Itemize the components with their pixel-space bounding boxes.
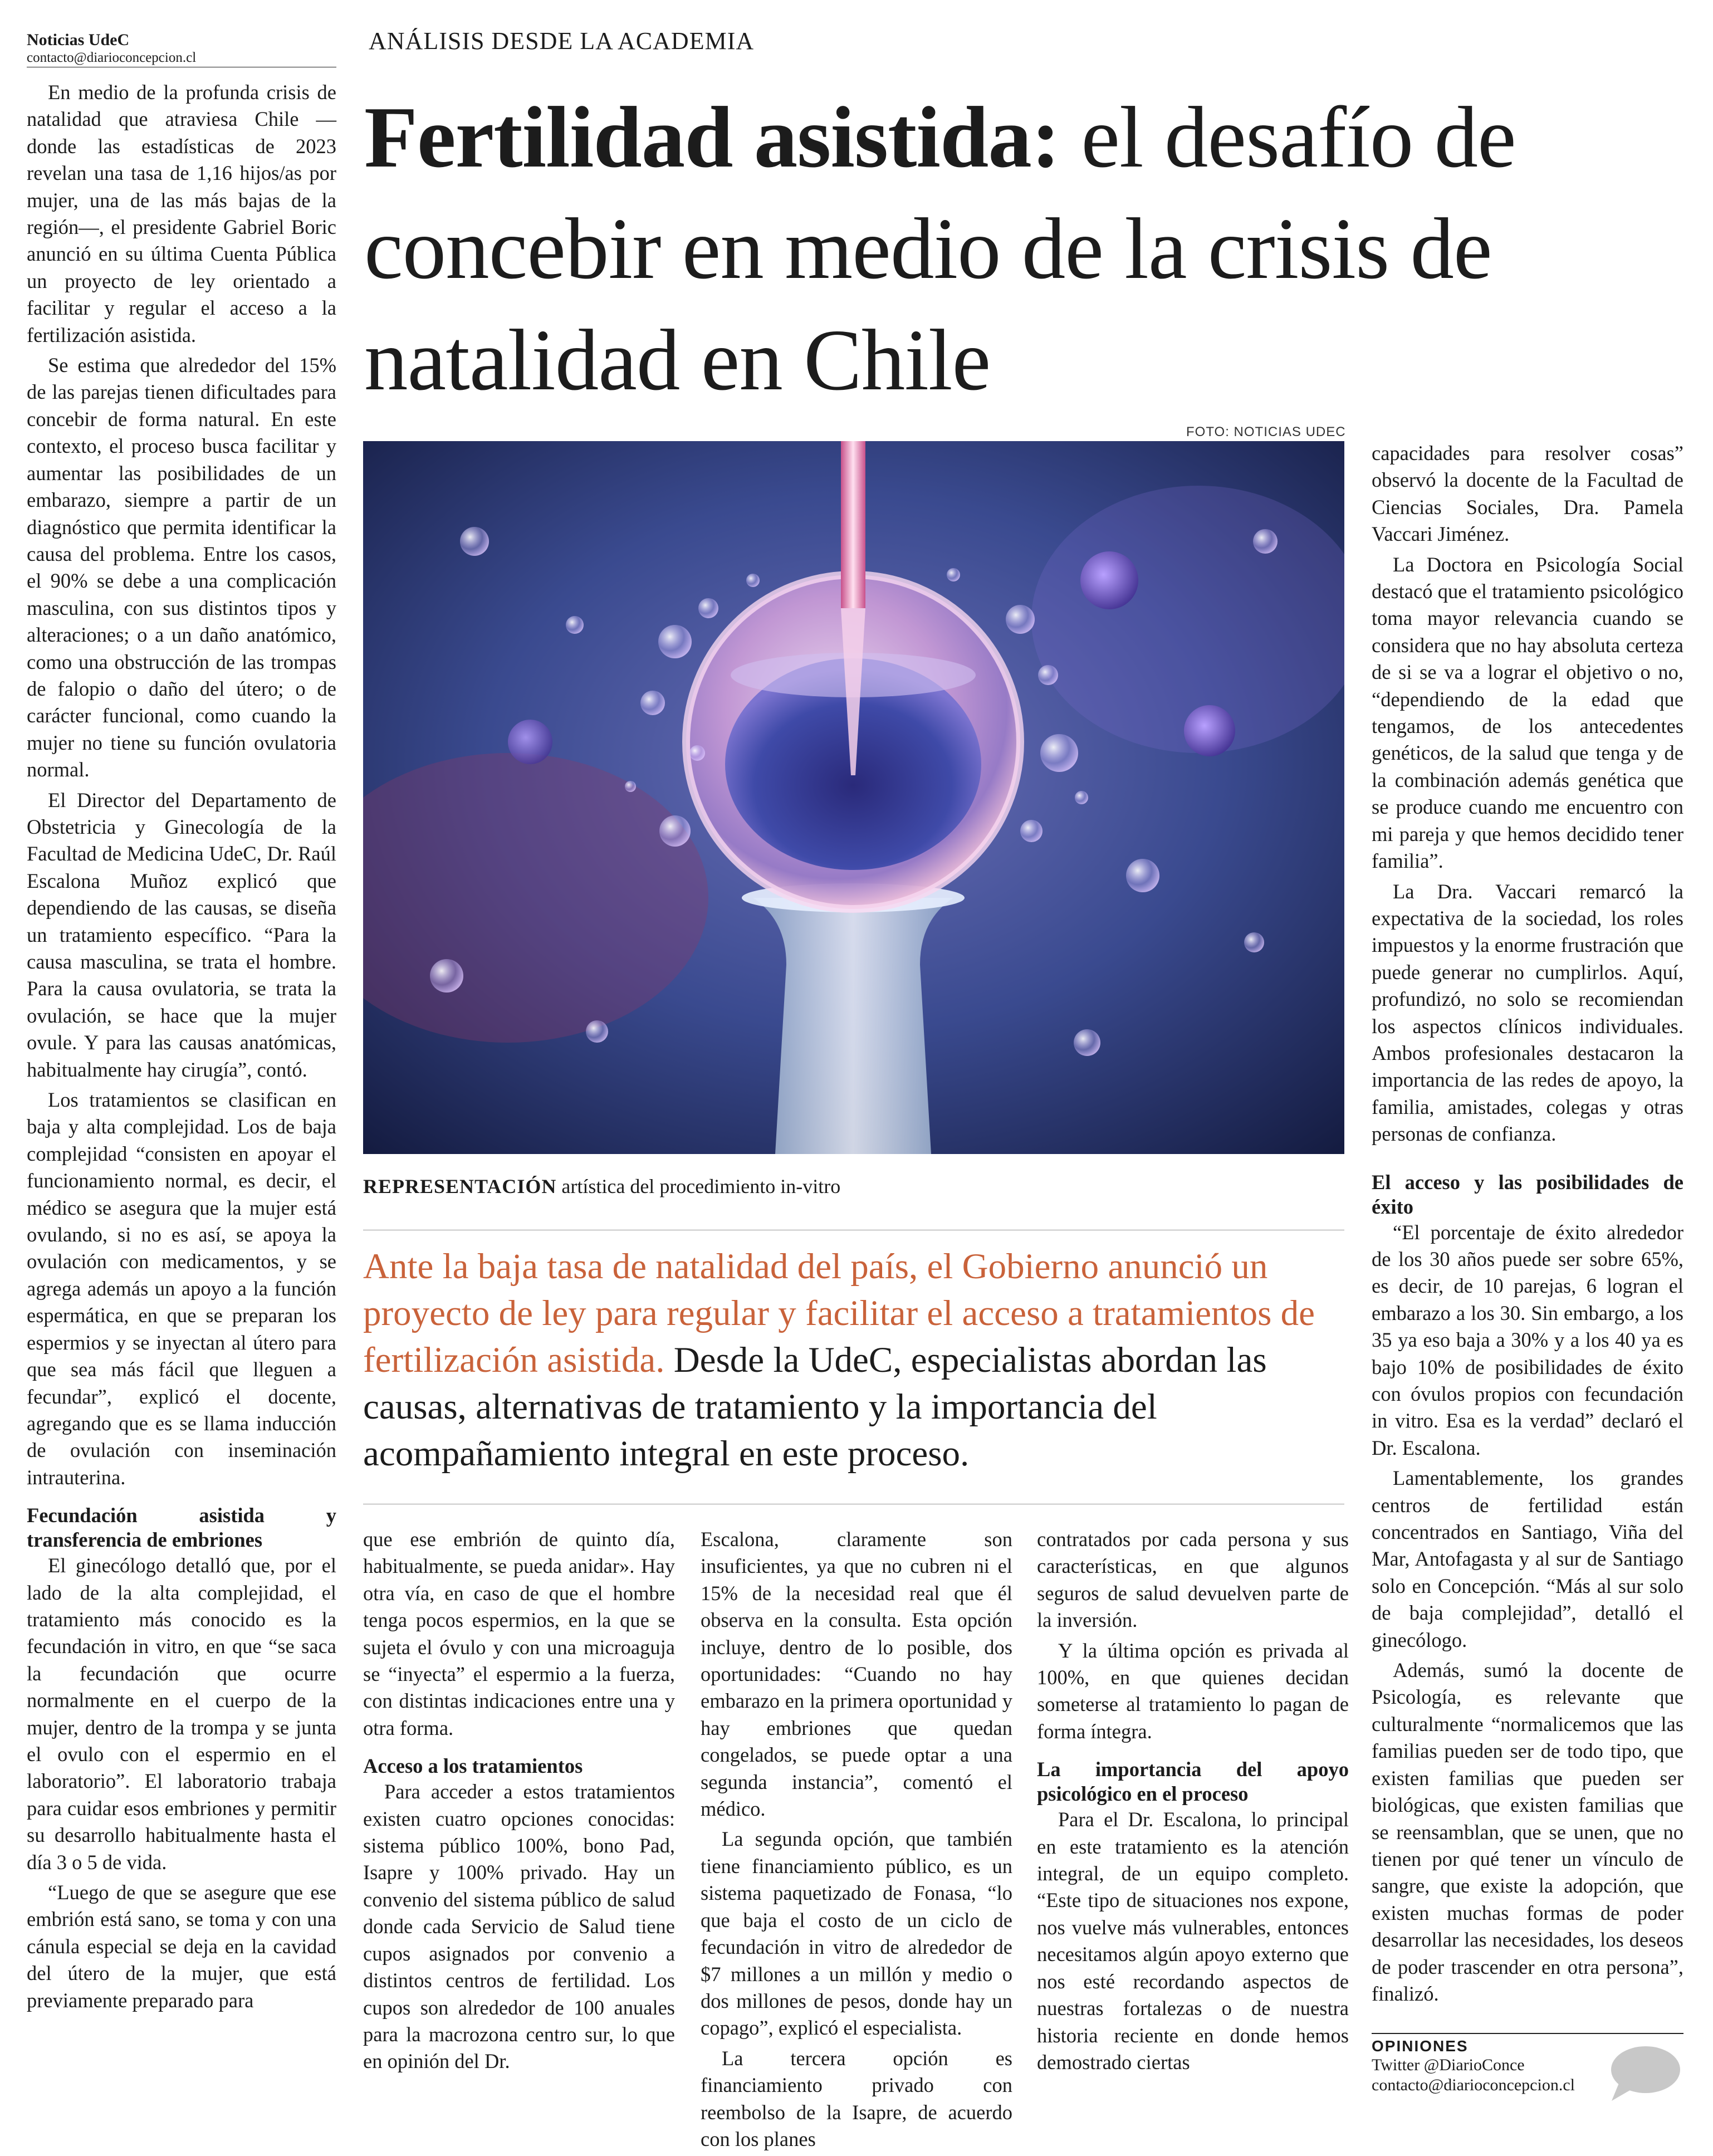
col2-subheading: Acceso a los tratamientos [363, 1754, 583, 1778]
opinions-label: OPINIONES [1372, 2037, 1469, 2055]
section-email[interactable]: contacto@diarioconcepcion.cl [27, 50, 197, 65]
col5-subheading: El acceso y las posibilidades de éxito [1372, 1170, 1683, 1218]
col1-paragraph-1: En medio de la profunda crisis de natalidad que atraviesa Chile —donde las estadísticas de 2023 revelan una tasa de 1,16 hijos/as por mujer, una de las más bajas de la región—, el presidente Gabriel Boric anunció en su última Cuenta Pública un proyecto de ley orientado a facilitar y regular el acceso a la fertilización asistida. [27, 81, 336, 346]
col1-paragraph-5: El ginecólogo detalló que, por el lado de la alta complejidad, el tratamiento más conocido es la fecundación in vitro, en que “se saca la fecundación que ocurre normalmente en el cuerpo de la mujer, dentro de la trompa y se junta el ovulo con el espermio en el laboratorio”. El laboratorio trabaja para cuidar esos embriones y permitir su desarrollo habitualmente hasta el día 3 o 5 de vida. [27, 1554, 336, 1874]
col1-paragraph-4: Los tratamientos se clasifican en baja y alta complejidad. Los de baja complejidad “consisten en apoyar el funcionamiento normal, es decir, el médico se asegura que la mujer está ovulando, si no es así, se apoya la ovulación con medicamentos, y se agrega además un apoyo a la función espermática, en que se preparan los espermios y se inyectan al útero para que sea más fácil que lleguen a fecundar”, explicó el docente, agregando que es se llama inducción de ovulación con inseminación intrauterina. [27, 1088, 336, 1489]
col1-subheading: Fecundación asistida y transferencia de embriones [27, 1504, 336, 1552]
photo-credit: FOTO: NOTICIAS UDEC [1186, 424, 1346, 439]
col2-paragraph-2: Para acceder a estos tratamientos existen cuatro opciones conocidas: sistema público 100%, bono Pad, Isapre y 100% privado. Hay un convenio del sistema público de salud donde cada Servicio de Salud tiene cupos asignados por convenio a distintos centros de fertilidad. Los cupos son alrededor de 100 anuales para la macrozona centro sur, lo que en opinión del Dr. [363, 1780, 675, 2073]
column-1 [27, 79, 336, 2017]
column-4 [1037, 1526, 1349, 2079]
col5-paragraph-5: Lamentablemente, los grandes centros de fertilidad están concentrados en Santiago, Viña del Mar, Antofagasta y al sur de Santiago solo en Concepción. “Más al sur solo de baja complejidad”, detalló el ginecólogo. [1372, 1466, 1683, 1651]
caption-label: REPRESENTACIÓN [363, 1175, 557, 1197]
lead-highlight: Ante la baja tasa de natalidad del país, el Gobierno anunció un proyecto de ley para regular y facilitar el acceso a tratamientos de fertilización asistida. [363, 1246, 1315, 1380]
col5-paragraph-6: Además, sumó la docente de Psicología, es relevante que culturalmente “normalicemos que las familias pueden ser de todo tipo, que existen familias que pueden ser biológicas, que existen familias que se reensamblan, que se unen, que no tienen por qué tener un vínculo de sangre, que existe la adopción, que existen muchas formas de poder desarrollar las necesidades, los deseos de poder trascender en otra persona”, finalizó. [1372, 1659, 1683, 2005]
photo-caption [363, 1174, 840, 1199]
col4-paragraph-1: contratados por cada persona y sus características, en que algunos seguros de salud devuelven parte de la inversión. [1037, 1528, 1349, 1632]
headline [364, 81, 1673, 415]
col5-paragraph-4: “El porcentaje de éxito alrededor de los 30 años puede ser sobre 65%, es decir, de 10 parejas, 6 logran el embarazo a los 30. Sin embargo, a los 35 ya eso baja a 30% y a los 40 ya es bajo 10% de posibilidades de éxito con óvulos propios con fecundación in vitro. Esa es la verdad” declaró el Dr. Escalona. [1372, 1220, 1683, 1459]
col4-paragraph-3: Para el Dr. Escalona, lo principal en este tratamiento es la atención integral, de un equipo completo. “Este tipo de situaciones nos expone, nos vuelve más vulnerables, entonces necesitamos algún apoyo externo que nos esté recordando aspectos de nuestras fortalezas o de nuestra historia reciente en donde hemos demostrado ciertas [1037, 1808, 1349, 2074]
col4-subheading: La importancia del apoyo psicológico en el proceso [1037, 1758, 1349, 1806]
kicker: ANÁLISIS DESDE LA ACADEMIA [369, 27, 755, 55]
opinions-rule [1372, 2033, 1683, 2034]
col4-paragraph-2: Y la última opción es privada al 100%, en que quienes decidan someterse al tratamiento lo pagan de forma íntegra. [1037, 1639, 1349, 1743]
col5-paragraph-2: La Doctora en Psicología Social destacó que el tratamiento psicológico toma mayor relevancia cuando se considera que no hay absoluta certeza de si se va a lograr el objetivo o no, “dependiendo de la edad que tengamos, de los antecedentes genéticos, de la salud que tenga y de la combinación además genética que se produce cuando me encuentro con mi pareja y que hemos decidido tener familia”. [1372, 553, 1683, 873]
col5-paragraph-3: La Dra. Vaccari remarcó la expectativa de la sociedad, los roles impuestos y la enorme frustración que puede generar no cumplirlos. Aquí, profundizó, no solo se recomiendan los aspectos clínicos individuales. Ambos profesionales destacaron la importancia de las redes de apoyo, la familia, amistades, colegas y otras personas de confianza. [1372, 879, 1683, 1146]
col3-paragraph-3: La tercera opción es financiamiento privado con reembolso de la Isapre, de acuerdo con los planes [701, 2046, 1012, 2150]
column-2 [363, 1526, 675, 2079]
col5-paragraph-1: capacidades para resolver cosas” observó la docente de la Facultad de Ciencias Sociales, Dra. Pamela Vaccari Jiménez. [1372, 442, 1683, 546]
column-5 [1372, 440, 1683, 2011]
section-name: Noticias UdeC [27, 31, 130, 49]
col1-paragraph-2: Se estima que alrededor del 15% de las parejas tienen dificultades para concebir de forma natural. En este contexto, el proceso busca facilitar y aumentar las posibilidades de un embarazo, siempre a partir de un diagnóstico que permita identificar la causa del problema. Entre los casos, el 90% se debe a una complicación masculina, con sus distintos tipos y alteraciones; o a un daño anatómico, como una obstrucción de las trompas de falopio o daño del útero; o de carácter funcional, como cuando la mujer no tiene su función ovulatoria normal. [27, 354, 336, 781]
headline-bold: Fertilidad asistida: [364, 89, 1060, 185]
opinions-twitter[interactable]: Twitter @DiarioConce [1372, 2056, 1525, 2074]
col2-paragraph-1: que ese embrión de quinto día, habitualmente, se pueda anidar». Hay otra vía, en caso de que el hombre tenga pocos espermios, en la que se sujeta el óvulo y con una microaguja se “inyecta” el espermio a la fuerza, con distintas indicaciones entre una y otra forma. [363, 1528, 675, 1739]
col3-paragraph-2: La segunda opción, que también tiene financiamiento público, es un sistema paquetizado de Fonasa, “lo que baja el costo de un ciclo de fecundación in vitro de alrededor de $7 millones a un millón y medio o dos millones de pesos, donde hay un copago”, explicó el especialista. [701, 1827, 1012, 2040]
lead-paragraph [363, 1243, 1344, 1477]
col3-paragraph-1: Escalona, claramente son insuficientes, ya que no cubren ni el 15% de la necesidad real que él observa en la consulta. Esta opción incluye, dentro de lo posible, dos oportunidades: “Cuando no hay embarazo en la primera oportunidad y hay embriones que quedan congelados, se puede optar a una segunda instancia”, comentó el médico. [701, 1528, 1012, 1821]
col1-paragraph-3: El Director del Departamento de Obstetricia y Ginecología de la Facultad de Medicina UdeC, Dr. Raúl Escalona Muñoz explicó que dependiendo de las causas, se diseña un tratamiento específico. “Para la causa masculina, se trata el hombre. Para la causa ovulatoria, se trata la ovulación, se hace que la mujer ovule. Y para las causas anatómicas, habitualmente hay cirugía”, contó. [27, 788, 336, 1081]
opinions-email[interactable]: contacto@diarioconcepcion.cl [1372, 2076, 1575, 2094]
speech-bubble-icon [1604, 2043, 1682, 2104]
ivf-microinjection-image [363, 441, 1344, 1154]
col1-paragraph-6: “Luego de que se asegure que ese embrión está sano, se toma y con una cánula especial se deja en la cavidad del útero de la mujer, que está previamente preparado para [27, 1881, 336, 2012]
headline-rest: el desafío de concebir en medio de la crisis de natalidad en Chile [364, 89, 1516, 408]
lead-rest: Desde la UdeC, especialistas abordan las causas, alternativas de tratamiento y la importancia del acompañamiento integral en este proceso. [363, 1340, 1267, 1474]
caption-text: artística del procedimiento in-vitro [556, 1175, 841, 1197]
column-3 [701, 1526, 1012, 2156]
